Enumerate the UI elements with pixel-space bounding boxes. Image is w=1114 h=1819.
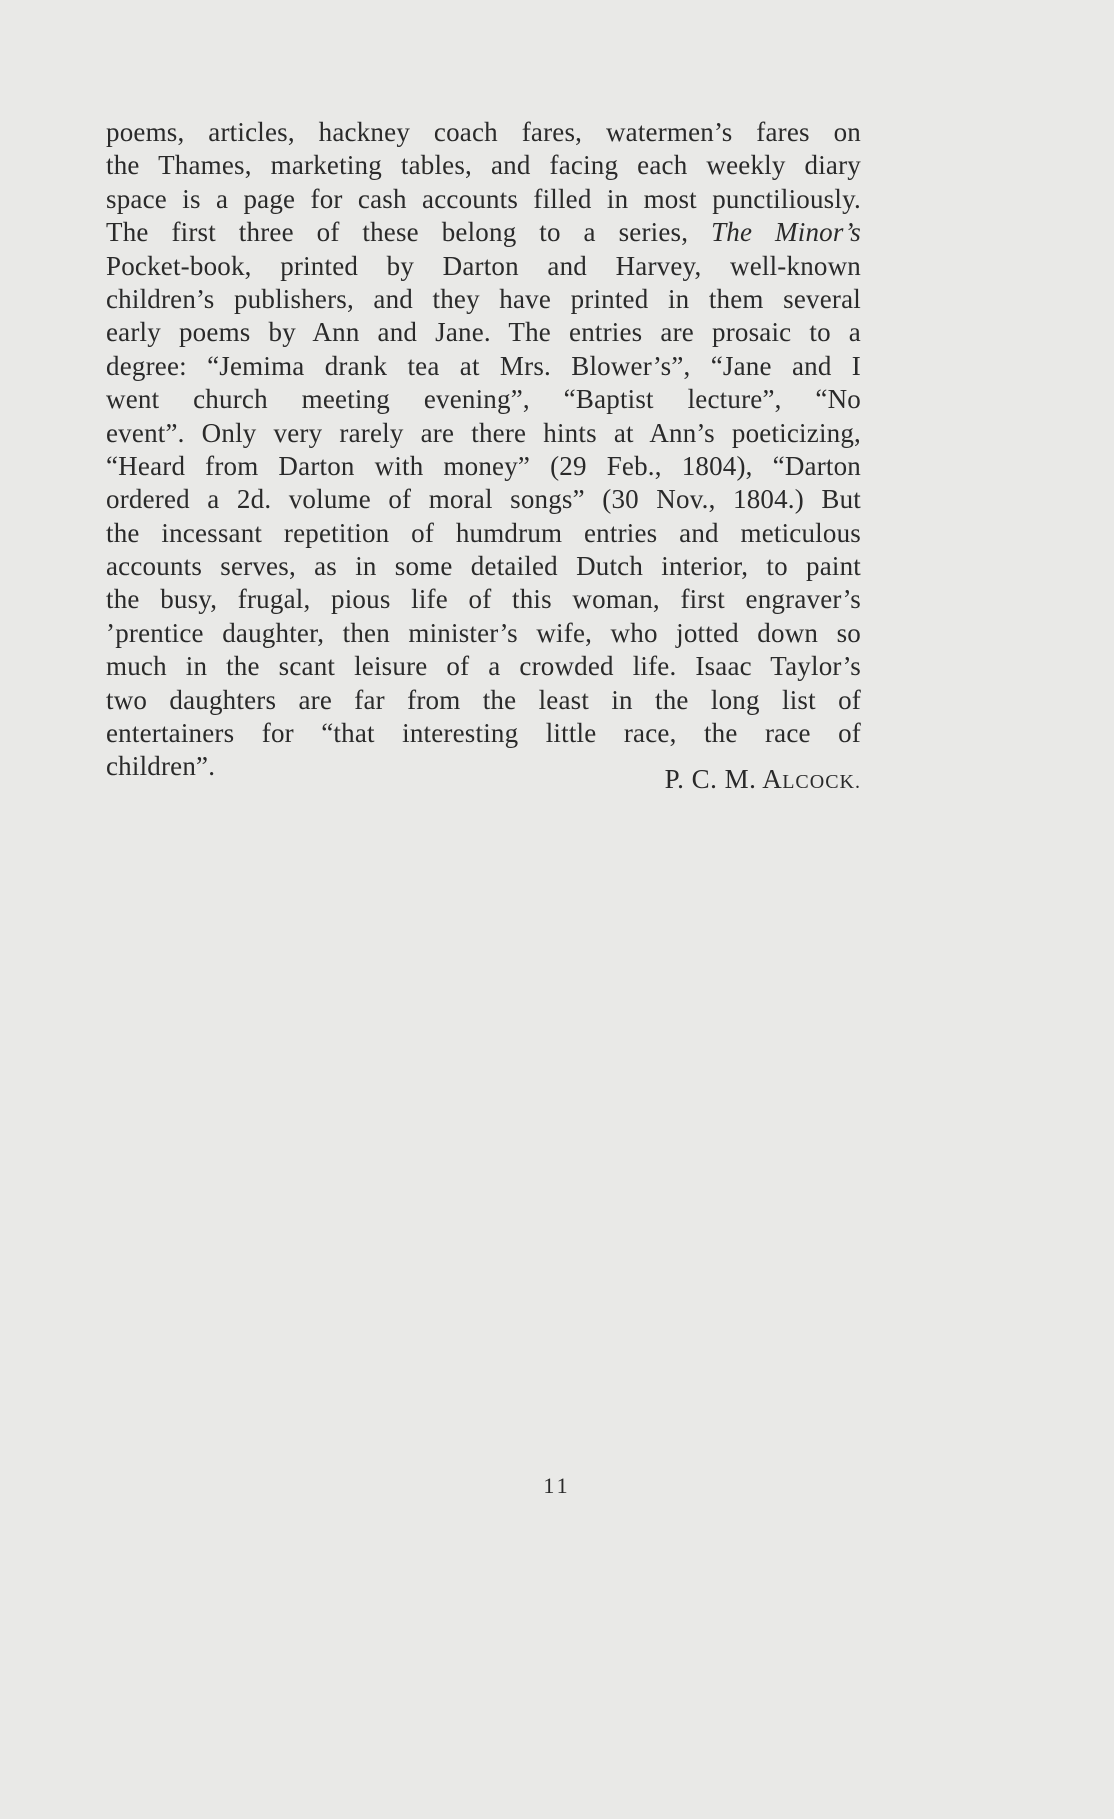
text-line (106, 250, 861, 283)
signature-initials: P. C. M. A (664, 764, 783, 794)
text-line: went church meeting evening”, “Baptist lecture”, “No (106, 384, 861, 415)
text-line: accounts serves, as in some detailed Dutch interior, to paint (106, 551, 861, 582)
text-line: event”. Only very rarely are there hints at Ann’s poeticizing, (106, 417, 861, 448)
text-line: the busy, frugal, pious life of this woman, first engraver’s (106, 584, 861, 615)
text-line: entertainers for “that interesting little race, the race of (106, 718, 861, 749)
page-number: 11 (543, 1473, 571, 1498)
author-signature (665, 764, 861, 795)
text-line: poems, articles, hackney coach fares, watermen’s fares on (106, 117, 861, 147)
text-line: degree: “Jemima drank tea at Mrs. Blower’s”, “Jane and I (106, 350, 861, 381)
text-line: ’prentice daughter, then minister’s wife, who jotted down so (106, 617, 861, 648)
text-line: “Heard from Darton with money” (29 Feb., 1804), “Darton (106, 450, 861, 481)
text-line: ordered a 2d. volume of moral songs” (30 Nov., 1804.) But (106, 484, 861, 515)
text-line: much in the scant leisure of a crowded life. Isaac Taylor’s (106, 651, 861, 682)
text-line-part: Pocket-book, printed by Darton and Harvey, well-known (106, 250, 861, 281)
text-line-part: The first three of these belong to a series, (106, 217, 689, 248)
text-line: the Thames, marketing tables, and facing each weekly diary (106, 150, 861, 181)
text-line: children’s publishers, and they have printed in them several (106, 283, 861, 314)
text-line: two daughters are far from the least in the long list of (106, 684, 861, 715)
text-line: the incessant repetition of humdrum entries and meticulous (106, 517, 861, 548)
body-text (106, 116, 861, 784)
text-line: space is a page for cash accounts filled in most punctiliously. (106, 183, 861, 214)
book-title-italic: The Minor’s (711, 217, 861, 248)
text-line (106, 216, 861, 249)
text-line: early poems by Ann and Jane. The entries are prosaic to a (106, 317, 861, 348)
text-line: children”. (106, 751, 216, 782)
signature-surname: LCOCK. (782, 771, 861, 793)
